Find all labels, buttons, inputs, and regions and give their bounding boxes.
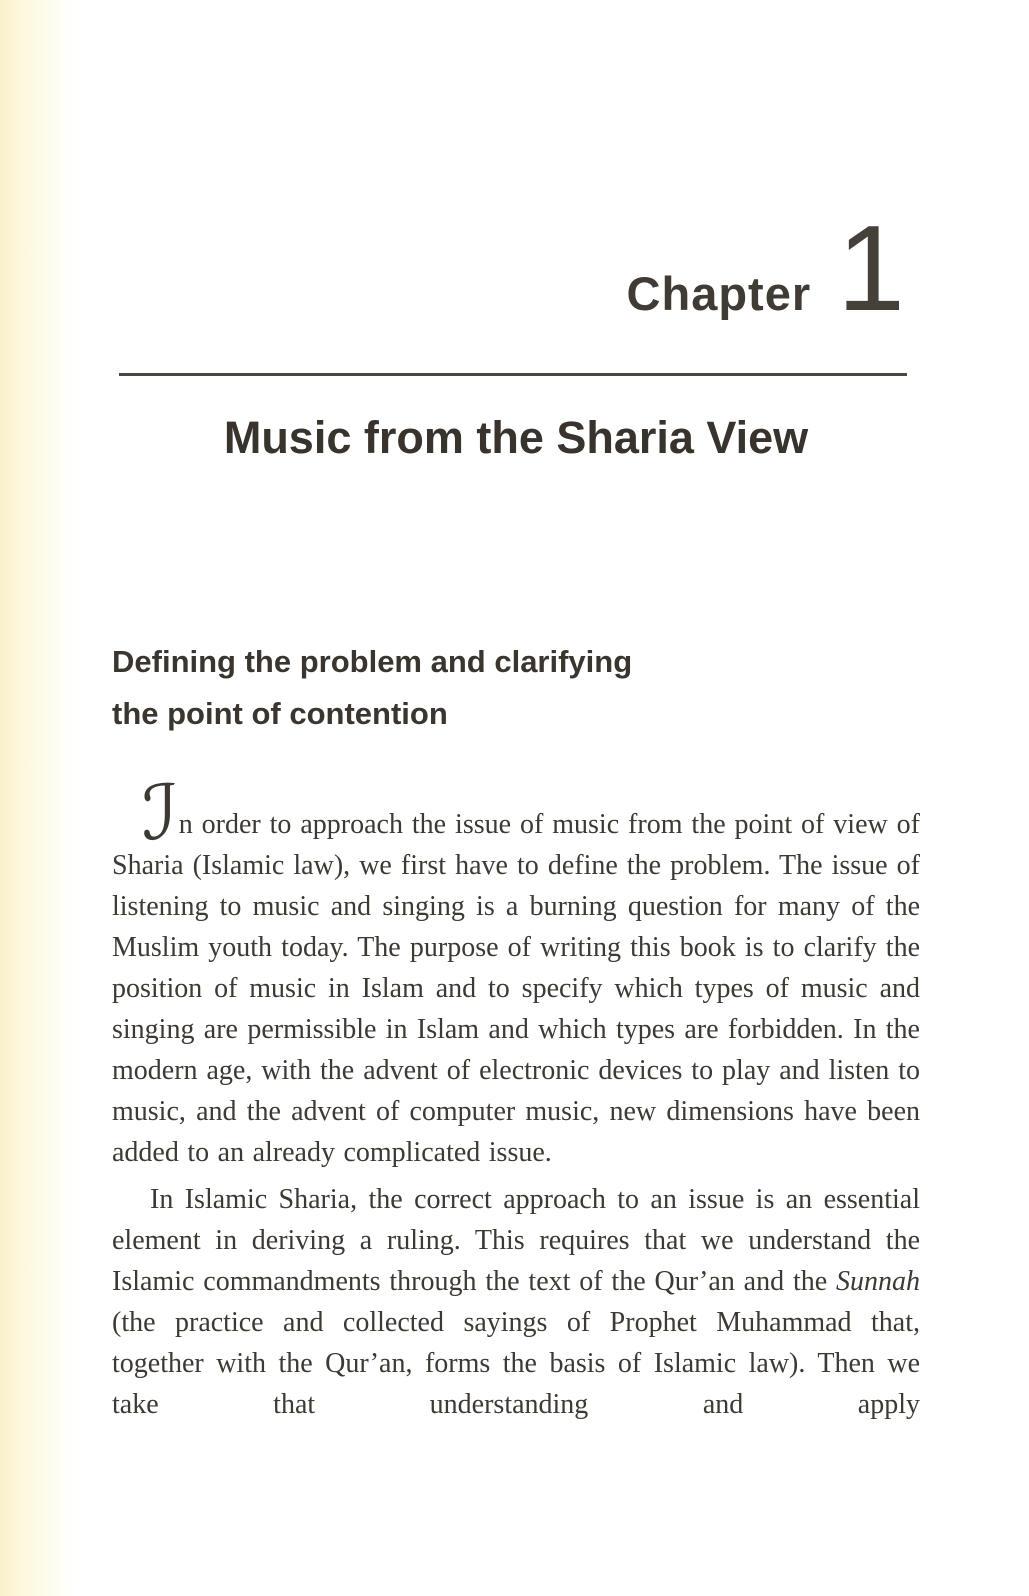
chapter-label: Chapter bbox=[626, 267, 812, 320]
dropcap-initial-I: ℐ bbox=[142, 768, 178, 857]
chapter-title: Music from the Sharia View bbox=[223, 412, 809, 463]
paragraph-2-text-a: In Islamic Sharia, the correct approach to an issue is an essential element in deriving a ruling. This requires that we understand the Islamic commandments through the text of the Qur’an and the bbox=[112, 1184, 920, 1297]
section-heading bbox=[112, 636, 812, 740]
italic-term-sunnah: Sunnah bbox=[836, 1266, 920, 1297]
paragraph-2-text-b: (the practice and collected sayings of Prophet Muhammad that, together with the Qur’an, forms the basis of Islamic law). Then we take that understanding and apply bbox=[112, 1307, 920, 1420]
scanned-page-edge-tint bbox=[0, 0, 78, 1596]
section-heading-line-1: Defining the problem and clarifying bbox=[112, 644, 633, 679]
paragraph-1-text: n order to approach the issue of music from the point of view of Sharia (Islamic law), we first have to define the problem. The issue of listening to music and singing is a burning question for many of the Muslim youth today. The purpose of writing this book is to clarify the position of music in Islam and to specify which types of music and singing are permissible in Islam and which types are forbidden. In the modern age, with the advent of electronic devices to play and listen to music, and the advent of computer music, new dimensions have been added to an already complicated issue. bbox=[112, 809, 920, 1168]
paragraph-2 bbox=[112, 1179, 920, 1425]
chapter-number: 1 bbox=[837, 200, 905, 336]
chapter-heading bbox=[112, 200, 905, 336]
section-heading-line-2: the point of contention bbox=[112, 696, 448, 731]
chapter-divider-rule bbox=[119, 373, 907, 376]
body-text bbox=[112, 768, 920, 1425]
paragraph-1 bbox=[112, 768, 920, 1173]
